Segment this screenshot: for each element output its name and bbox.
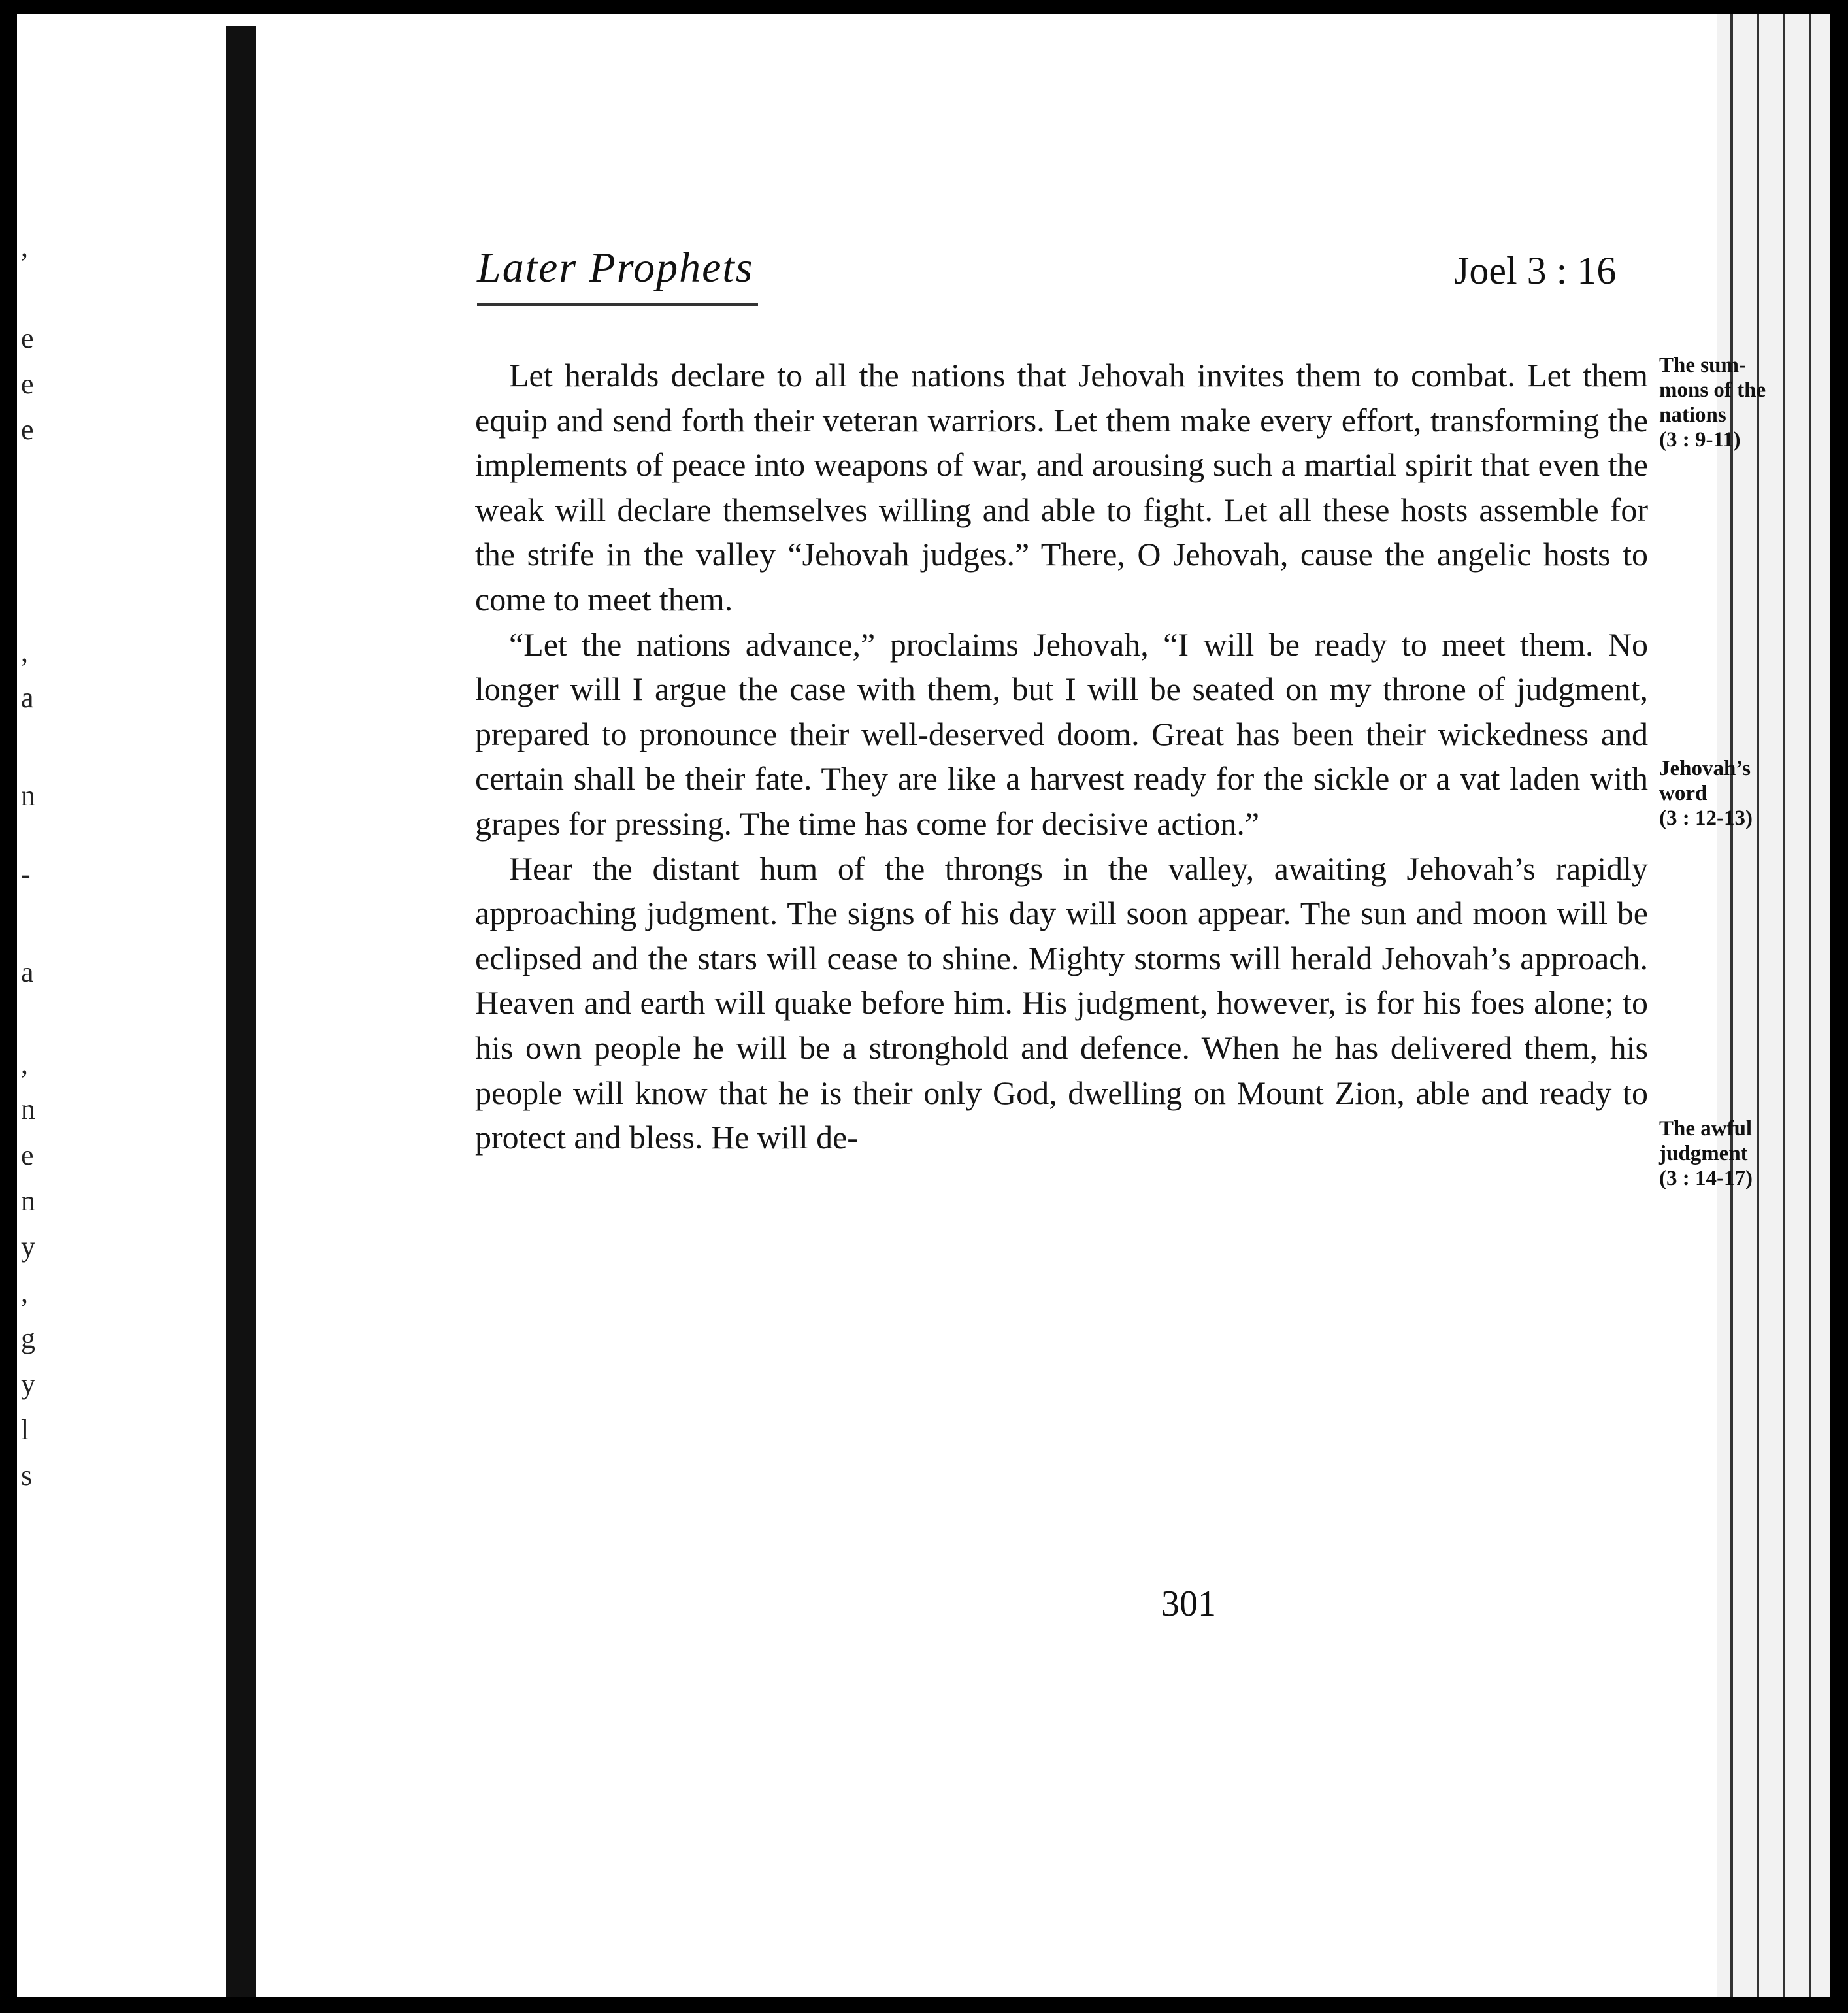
margin-note-line: Jehovah’s bbox=[1659, 757, 1751, 780]
book-page-edges bbox=[1717, 14, 1830, 1997]
margin-note-summons bbox=[1659, 353, 1816, 452]
margin-note-jehovahs-word bbox=[1659, 756, 1816, 831]
fragment-char: , bbox=[21, 1276, 28, 1308]
scan-border-top bbox=[0, 0, 1848, 14]
scan-border-left bbox=[0, 0, 17, 2013]
margin-note-line: word bbox=[1659, 782, 1708, 805]
fragment-char: n bbox=[21, 1185, 35, 1217]
fragment-char: e bbox=[21, 322, 34, 354]
margin-note-line: The awful bbox=[1659, 1117, 1753, 1140]
fragment-char: n bbox=[21, 1093, 35, 1125]
fragment-char: - bbox=[21, 858, 31, 890]
fragment-char: a bbox=[21, 682, 34, 714]
page-edge-line bbox=[1757, 14, 1759, 1997]
margin-note-line: (3 : 12-13) bbox=[1659, 807, 1753, 830]
fragment-char: s bbox=[21, 1459, 33, 1491]
book-page bbox=[256, 14, 1766, 1997]
facing-page-left bbox=[17, 14, 226, 1997]
fragment-char: e bbox=[21, 1139, 34, 1171]
fragment-char: e bbox=[21, 368, 34, 400]
margin-note-line: (3 : 14-17) bbox=[1659, 1167, 1753, 1190]
margin-note-awful-judgment bbox=[1659, 1116, 1816, 1191]
fragment-char: , bbox=[21, 1048, 28, 1080]
body-text bbox=[475, 353, 1648, 1160]
fragment-char: y bbox=[21, 1368, 35, 1400]
page-edge-line bbox=[1730, 14, 1733, 1997]
margin-note-line: The sum- bbox=[1659, 354, 1746, 377]
page-edge-line bbox=[1809, 14, 1811, 1997]
paragraph-2: “Let the nations advance,” proclaims Jehovah, “I will be ready to meet them. No longer will I argue the case with them, but I will be seated on my throne of judgment, prepared to pronounce their well-deserved doom. Great has been their wickedness and certain shall be their fate. They are like a harvest ready for the sickle or a vat laden with grapes for pressing. The time has come for decisive action.” bbox=[475, 625, 1648, 842]
margin-note-line: nations bbox=[1659, 403, 1726, 427]
scan-border-bottom bbox=[0, 1997, 1848, 2013]
paragraph-3: Hear the distant hum of the throngs in the valley, awaiting Jehovah’s rapidly approaching judgment. The signs of his day will soon appear. The sun and moon will be eclipsed and the stars will cease to shine. Mighty storms will herald Jehovah’s approach. Heaven and earth will quake before him. His judgment, however, is for his foes alone; to his own people he will be a stronghold and defence. When he has delivered them, his people will know that he is their only God, dwelling on Mount Zion, able and ready to protect and bless. He will de- bbox=[475, 850, 1648, 1156]
paragraph-1: Let heralds declare to all the nations that Jehovah invites them to combat. Let them equip and send forth their veteran warriors. Let them make every effort, transforming the implements of peace into weapons of war, and arousing such a martial spirit that even the weak will declare themselves willing and able to fight. Let all these hosts assemble for the strife in the valley “Jehovah judges.” There, O Jehovah, cause the angelic hosts to come to meet them. bbox=[475, 357, 1648, 618]
running-head bbox=[477, 243, 1653, 322]
margin-note-line: judgment bbox=[1659, 1142, 1748, 1165]
facing-page-text-fragments bbox=[17, 14, 43, 1997]
book-gutter bbox=[226, 26, 256, 1997]
running-head-rule bbox=[477, 303, 758, 306]
fragment-char: n bbox=[21, 780, 35, 812]
page-edge-line bbox=[1783, 14, 1785, 1997]
fragment-char: g bbox=[21, 1322, 35, 1354]
page-number: 301 bbox=[1161, 1584, 1216, 1624]
fragment-char: y bbox=[21, 1231, 35, 1263]
fragment-char: l bbox=[21, 1414, 29, 1446]
running-head-title: Later Prophets bbox=[477, 244, 754, 291]
fragment-char: a bbox=[21, 956, 34, 988]
fragment-char: , bbox=[21, 636, 28, 668]
fragment-char: , bbox=[21, 231, 28, 263]
margin-note-line: mons of the bbox=[1659, 378, 1766, 402]
scan-border-right bbox=[1830, 0, 1848, 2013]
margin-note-line: (3 : 9-11) bbox=[1659, 428, 1741, 452]
running-head-reference: Joel 3 : 16 bbox=[1454, 249, 1617, 292]
fragment-char: e bbox=[21, 414, 34, 446]
